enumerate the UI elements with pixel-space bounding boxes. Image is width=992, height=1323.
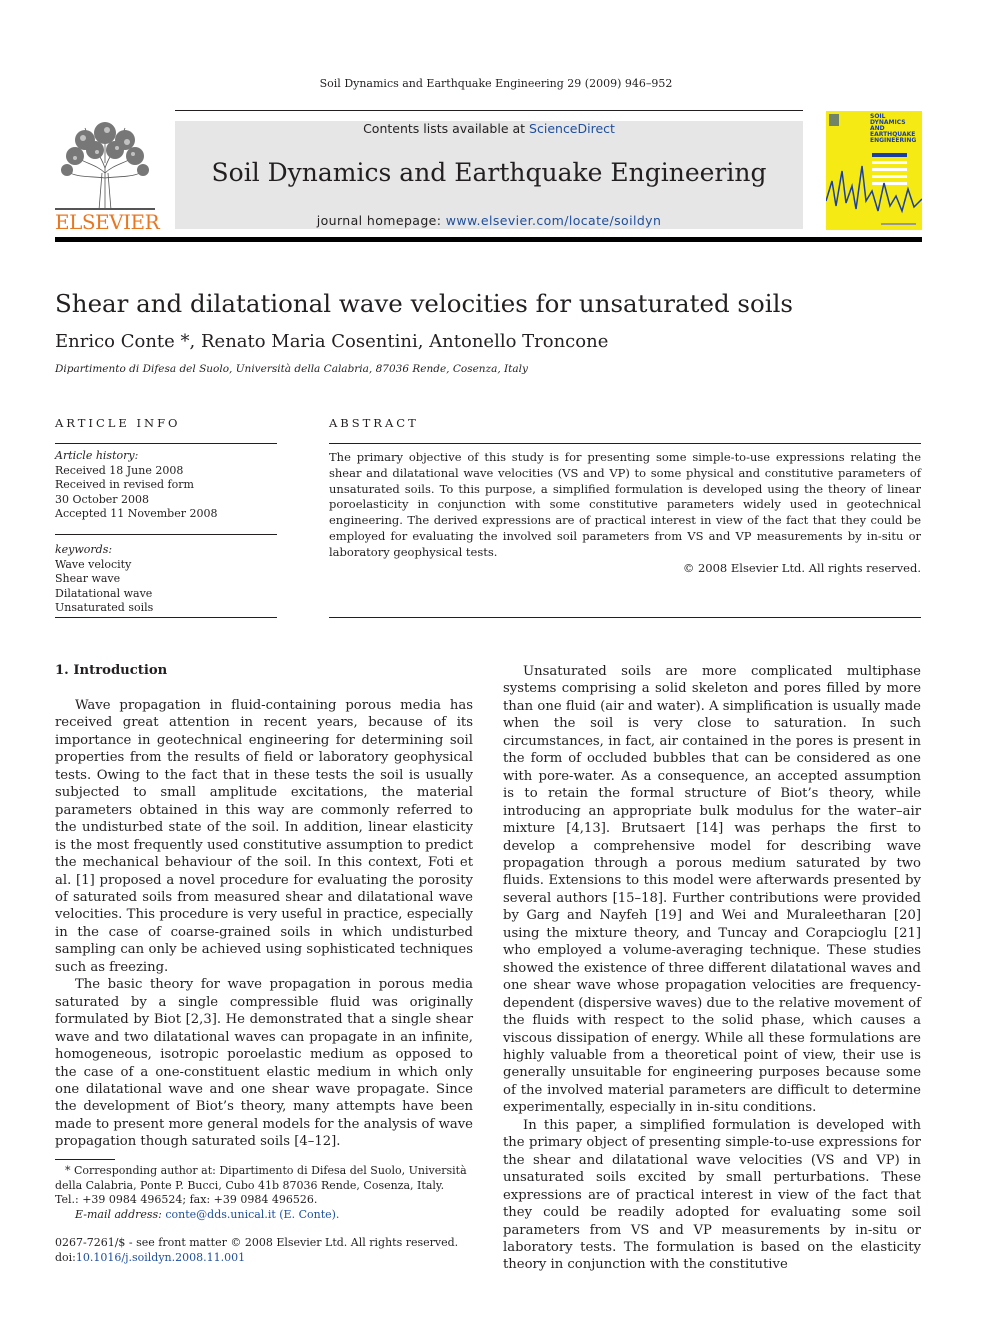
section-heading: 1. Introduction [55,663,168,678]
abstract-text: The primary objective of this study is for presenting some simple-to-use expressions relating the shear and dilatational wave velocities (VS and VP) to some physical and constitutive parameters of unsaturated soils. To this purpose, a simplified formulation is developed using the theory of linear poroelasticity in conjunction with some constitutive parameters widely used in geotechnical engineering. The derived expressions are of practical interest in view of the fact that they could be employed for evaluating the involved soil parameters from VS and VP measurements by in-situ or laboratory geophysical tests. [329,450,921,559]
journal-citation: Soil Dynamics and Earthquake Engineering 29 (2009) 946–952 [319,77,673,90]
left-column [55,697,473,1151]
homepage-line [175,213,803,228]
abstract-heading: ABSTRACT [329,416,419,430]
history-rule [55,534,277,535]
homepage-link[interactable]: www.elsevier.com/locate/soildyn [445,213,662,228]
affiliation: Dipartimento di Difesa del Suolo, Università della Calabria, 87036 Rende, Cosenza, Italy [55,363,528,375]
journal-cover-image [826,111,922,230]
keywords-rule [55,617,277,618]
footnote-line: Tel.: +39 0984 496524; fax: +39 0984 496526. [55,1193,318,1206]
keyword-item: Shear wave [55,572,121,585]
paragraph: Wave propagation in fluid-containing porous media has received great attention in recent years, because of its importance in geotechnical engineering for determining soil properties from the results of field or laboratory geophysical tests. Owing to the fact that in these tests the soil is usually subjected to small amplitude excitations, the material parameters obtained in this way are commonly referred to the undisturbed state of the soil. In addition, linear elasticity is the most frequently used constitutive assumption to predict the mechanical behaviour of the soil. In this context, Foti et al. [1] proposed a novel procedure for evaluating the porosity of saturated soils from measured shear and dilatational wave velocities. This procedure is very useful in practice, especially in the case of coarse-grained soils in which undisturbed sampling can only be achieved using sophisticated techniques such as freezing. [55,698,473,975]
doi-link[interactable]: 10.1016/j.soildyn.2008.11.001 [75,1250,246,1264]
cover-title: SOIL DYNAMICS AND EARTHQUAKE ENGINEERING [870,113,917,144]
email-link[interactable]: conte@dds.unical.it (E. Conte). [165,1207,340,1221]
contents-prefix: Contents lists available at [363,121,530,136]
issn-line: 0267-7261/$ - see front matter © 2008 Elsevier Ltd. All rights reserved. [55,1236,459,1249]
abstract-body [329,450,921,576]
abstract-end-rule [329,617,921,618]
paragraph: In this paper, a simplified formulation is developed with the primary object of presenting simple-to-use expressions for the shear and dilatational wave velocities (VS and VP) in unsaturated soils excited by small perturbations. These expressions are of practical interest in view of the fact that they could be readily adopted for evaluating some soil parameters from VS and VP measurements by in-situ or laboratory tests. The formulation is based on the elasticity theory in conjunction with the constitutive [503,1117,921,1273]
footnote-rule [55,1159,115,1160]
paragraph: The basic theory for wave propagation in porous media saturated by a single compressible fluid was originally formulated by Biot [2,3]. He demonstrated that a single shear wave and two dilatational waves can propagate in an infinite, homogeneous, isotropic poroelastic medium as opposed to the case of a one-constituent elastic medium in which only one dilatational wave and one shear wave propagate. Since the development of Biot’s theory, many attempts have been made to present more general models for the analysis of wave propagation though saturated soils [4–12]. [55,977,473,1150]
header-rule [175,110,803,111]
article-title: Shear and dilatational wave velocities for unsaturated soils [55,289,793,318]
keywords-block [55,543,277,616]
abstract-rule [329,443,921,444]
contents-line [175,121,803,136]
doi-label: doi: [55,1250,76,1264]
article-info-rule [55,443,277,444]
history-item: Received 18 June 2008 [55,463,184,477]
keyword-item: Unsaturated soils [55,601,154,614]
journal-title: Soil Dynamics and Earthquake Engineering [211,158,767,187]
author-list: Enrico Conte *, Renato Maria Cosentini, Antonello Troncone [55,331,609,352]
corresponding-author-footnote [55,1164,473,1222]
sciencedirect-link[interactable]: ScienceDirect [529,121,615,136]
paragraph: Unsaturated soils are more complicated multiphase systems comprising a solid skeleton and pores filled by more than one fluid (air and water). A simplification is usually made when the soil is very close to saturation. In such circumstances, in fact, air contained in the pores is present in the form of occluded bubbles that can be considered as one with pore-water. As a consequence, an accepted assumption is to retain the formal structure of Biot’s theory, while introducing an appropriate bulk modulus for the water–air mixture [4,13]. Brutsaert [14] was perhaps the first to develop a comprehensive model for describing wave propagation through a porous medium saturated by two fluids. Extensions to this model were afterwards presented by several authors [15–18]. Further contributions were provided by Garg and Nayfeh [19] and Wei and Muraleetharan [20] using the mixture theory, and Tuncay and Corapcioglu [21] who employed a volume-averaging technique. These studies showed the existence of three different dilatational waves and one shear wave whose propagation velocities are frequency-dependent (dispersive waves) due to the relative movement of the fluids with respect to the solid phase, which causes a viscous dissipation of energy. While all these formulations are highly valuable from a theoretical point of view, their use is generally unsuitable for engineering purposes because some of the involved material parameters are difficult to determine experimentally, especially in in-situ conditions. [503,664,921,1116]
keywords-label: keywords: [55,543,113,556]
abstract-copyright: © 2008 Elsevier Ltd. All rights reserved. [682,560,921,575]
keyword-item: Dilatational wave [55,586,153,600]
header-thick-rule [55,237,922,242]
history-item: 30 October 2008 [55,492,150,506]
front-matter-notice [55,1236,473,1265]
footnote-line: * Corresponding author at: Dipartimento di Difesa del Suolo, Università della Calabria, Ponte P. Bucci, Cubo 41b 87036 Rende, Cosenza, Italy. [55,1164,467,1192]
keyword-item: Wave velocity [55,557,132,571]
email-label: E-mail address: [75,1207,166,1221]
article-history [55,449,277,522]
elsevier-wordmark: ELSEVIER [55,210,160,234]
history-item: Received in revised form [55,478,194,491]
homepage-prefix: journal homepage: [316,213,446,228]
history-item: Accepted 11 November 2008 [55,507,218,520]
journal-banner [175,121,803,229]
history-label: Article history: [55,449,139,462]
article-info-heading: ARTICLE INFO [55,416,181,430]
right-column [503,663,921,1274]
